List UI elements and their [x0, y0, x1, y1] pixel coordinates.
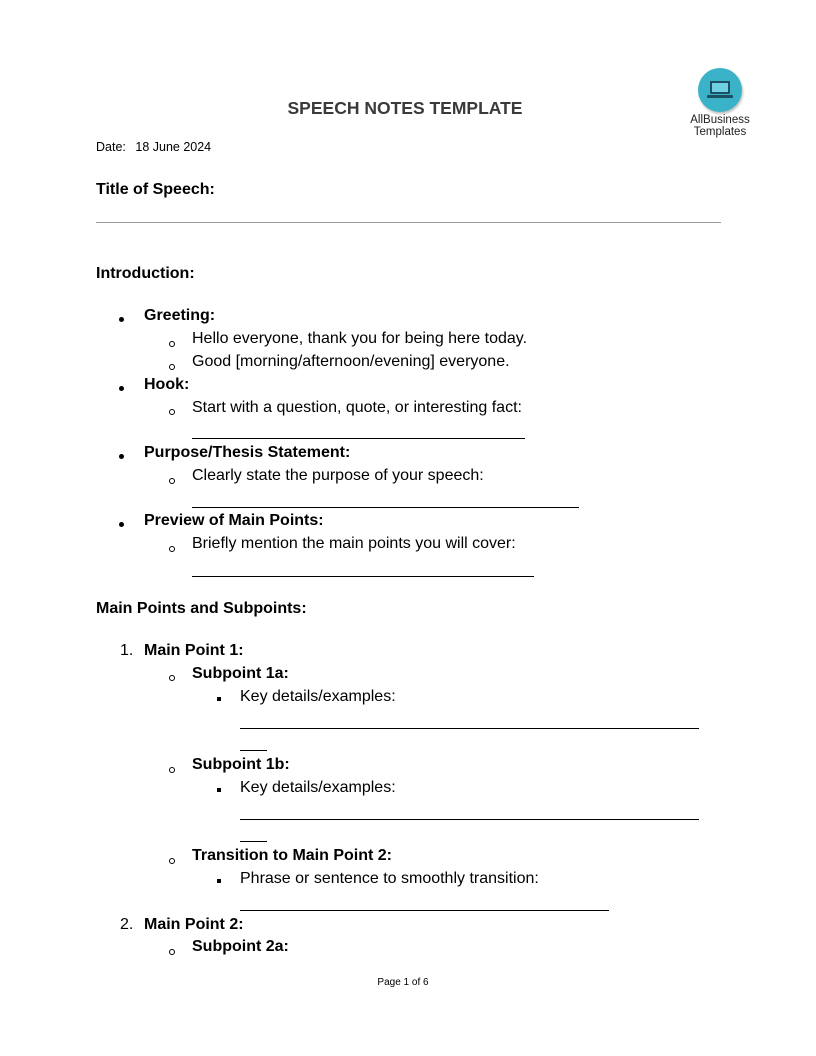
bullet-circle: [169, 364, 175, 370]
bullet-circle: [169, 949, 175, 955]
subpoint-1b-detail: Key details/examples:: [240, 779, 396, 796]
bullet-circle: [169, 546, 175, 552]
bullet-disc: [119, 522, 124, 527]
bullet-square: [217, 697, 221, 701]
transition-answer-line[interactable]: [240, 910, 609, 911]
subpoint-1a-detail: Key details/examples:: [240, 688, 396, 705]
bullet-circle: [169, 858, 175, 864]
bullet-disc: [119, 386, 124, 391]
subpoint-1a-label: Subpoint 1a:: [192, 665, 289, 682]
purpose-label: Purpose/Thesis Statement:: [144, 444, 351, 461]
subpoint-1a-answer-line[interactable]: [240, 728, 699, 729]
transition-label: Transition to Main Point 2:: [192, 847, 392, 864]
bullet-square: [217, 788, 221, 792]
transition-detail: Phrase or sentence to smoothly transition:: [240, 870, 539, 887]
main-point-2-label: Main Point 2:: [144, 916, 244, 933]
preview-item: Briefly mention the main points you will cover:: [192, 535, 516, 552]
date-row: [96, 140, 217, 154]
subpoint-1b-label: Subpoint 1b:: [192, 756, 290, 773]
document-title: SPEECH NOTES TEMPLATE: [287, 98, 523, 118]
date-label: Date:: [96, 140, 126, 154]
date-value: 18 June 2024: [135, 140, 212, 154]
purpose-answer-line[interactable]: [192, 507, 579, 508]
hook-item: Start with a question, quote, or interesting fact:: [192, 399, 522, 416]
main-point-1-label: Main Point 1:: [144, 642, 244, 659]
purpose-item: Clearly state the purpose of your speech:: [192, 467, 484, 484]
logo-text-line1: AllBusiness: [690, 114, 750, 126]
hook-answer-line[interactable]: [192, 438, 525, 439]
logo-text-line2: Templates: [693, 126, 747, 138]
subpoint-1b-answer-line[interactable]: [240, 819, 699, 820]
bullet-circle: [169, 767, 175, 773]
subpoint-1b-answer-line-wrap[interactable]: [240, 841, 267, 842]
hook-label: Hook:: [144, 376, 190, 393]
subpoint-1a-answer-line-wrap[interactable]: [240, 750, 267, 751]
bullet-disc: [119, 317, 124, 322]
greeting-label: Greeting:: [144, 307, 216, 324]
speech-title-label: Title of Speech:: [96, 181, 215, 198]
bullet-circle: [169, 341, 175, 347]
speech-title-rule: [96, 222, 721, 223]
main-point-1-number: 1.: [120, 642, 134, 659]
bullet-circle: [169, 478, 175, 484]
greeting-item-2: Good [morning/afternoon/evening] everyone.: [192, 353, 510, 370]
main-point-2-number: 2.: [120, 916, 134, 933]
page-number: Page 1 of 6: [377, 977, 429, 988]
main-points-heading: Main Points and Subpoints:: [96, 600, 307, 617]
introduction-heading: Introduction:: [96, 265, 195, 282]
bullet-circle: [169, 409, 175, 415]
greeting-item-1: Hello everyone, thank you for being here today.: [192, 330, 528, 347]
bullet-square: [217, 879, 221, 883]
bullet-disc: [119, 454, 124, 459]
preview-answer-line[interactable]: [192, 576, 534, 577]
subpoint-2a-label: Subpoint 2a:: [192, 938, 289, 955]
preview-label: Preview of Main Points:: [144, 512, 324, 529]
bullet-circle: [169, 675, 175, 681]
